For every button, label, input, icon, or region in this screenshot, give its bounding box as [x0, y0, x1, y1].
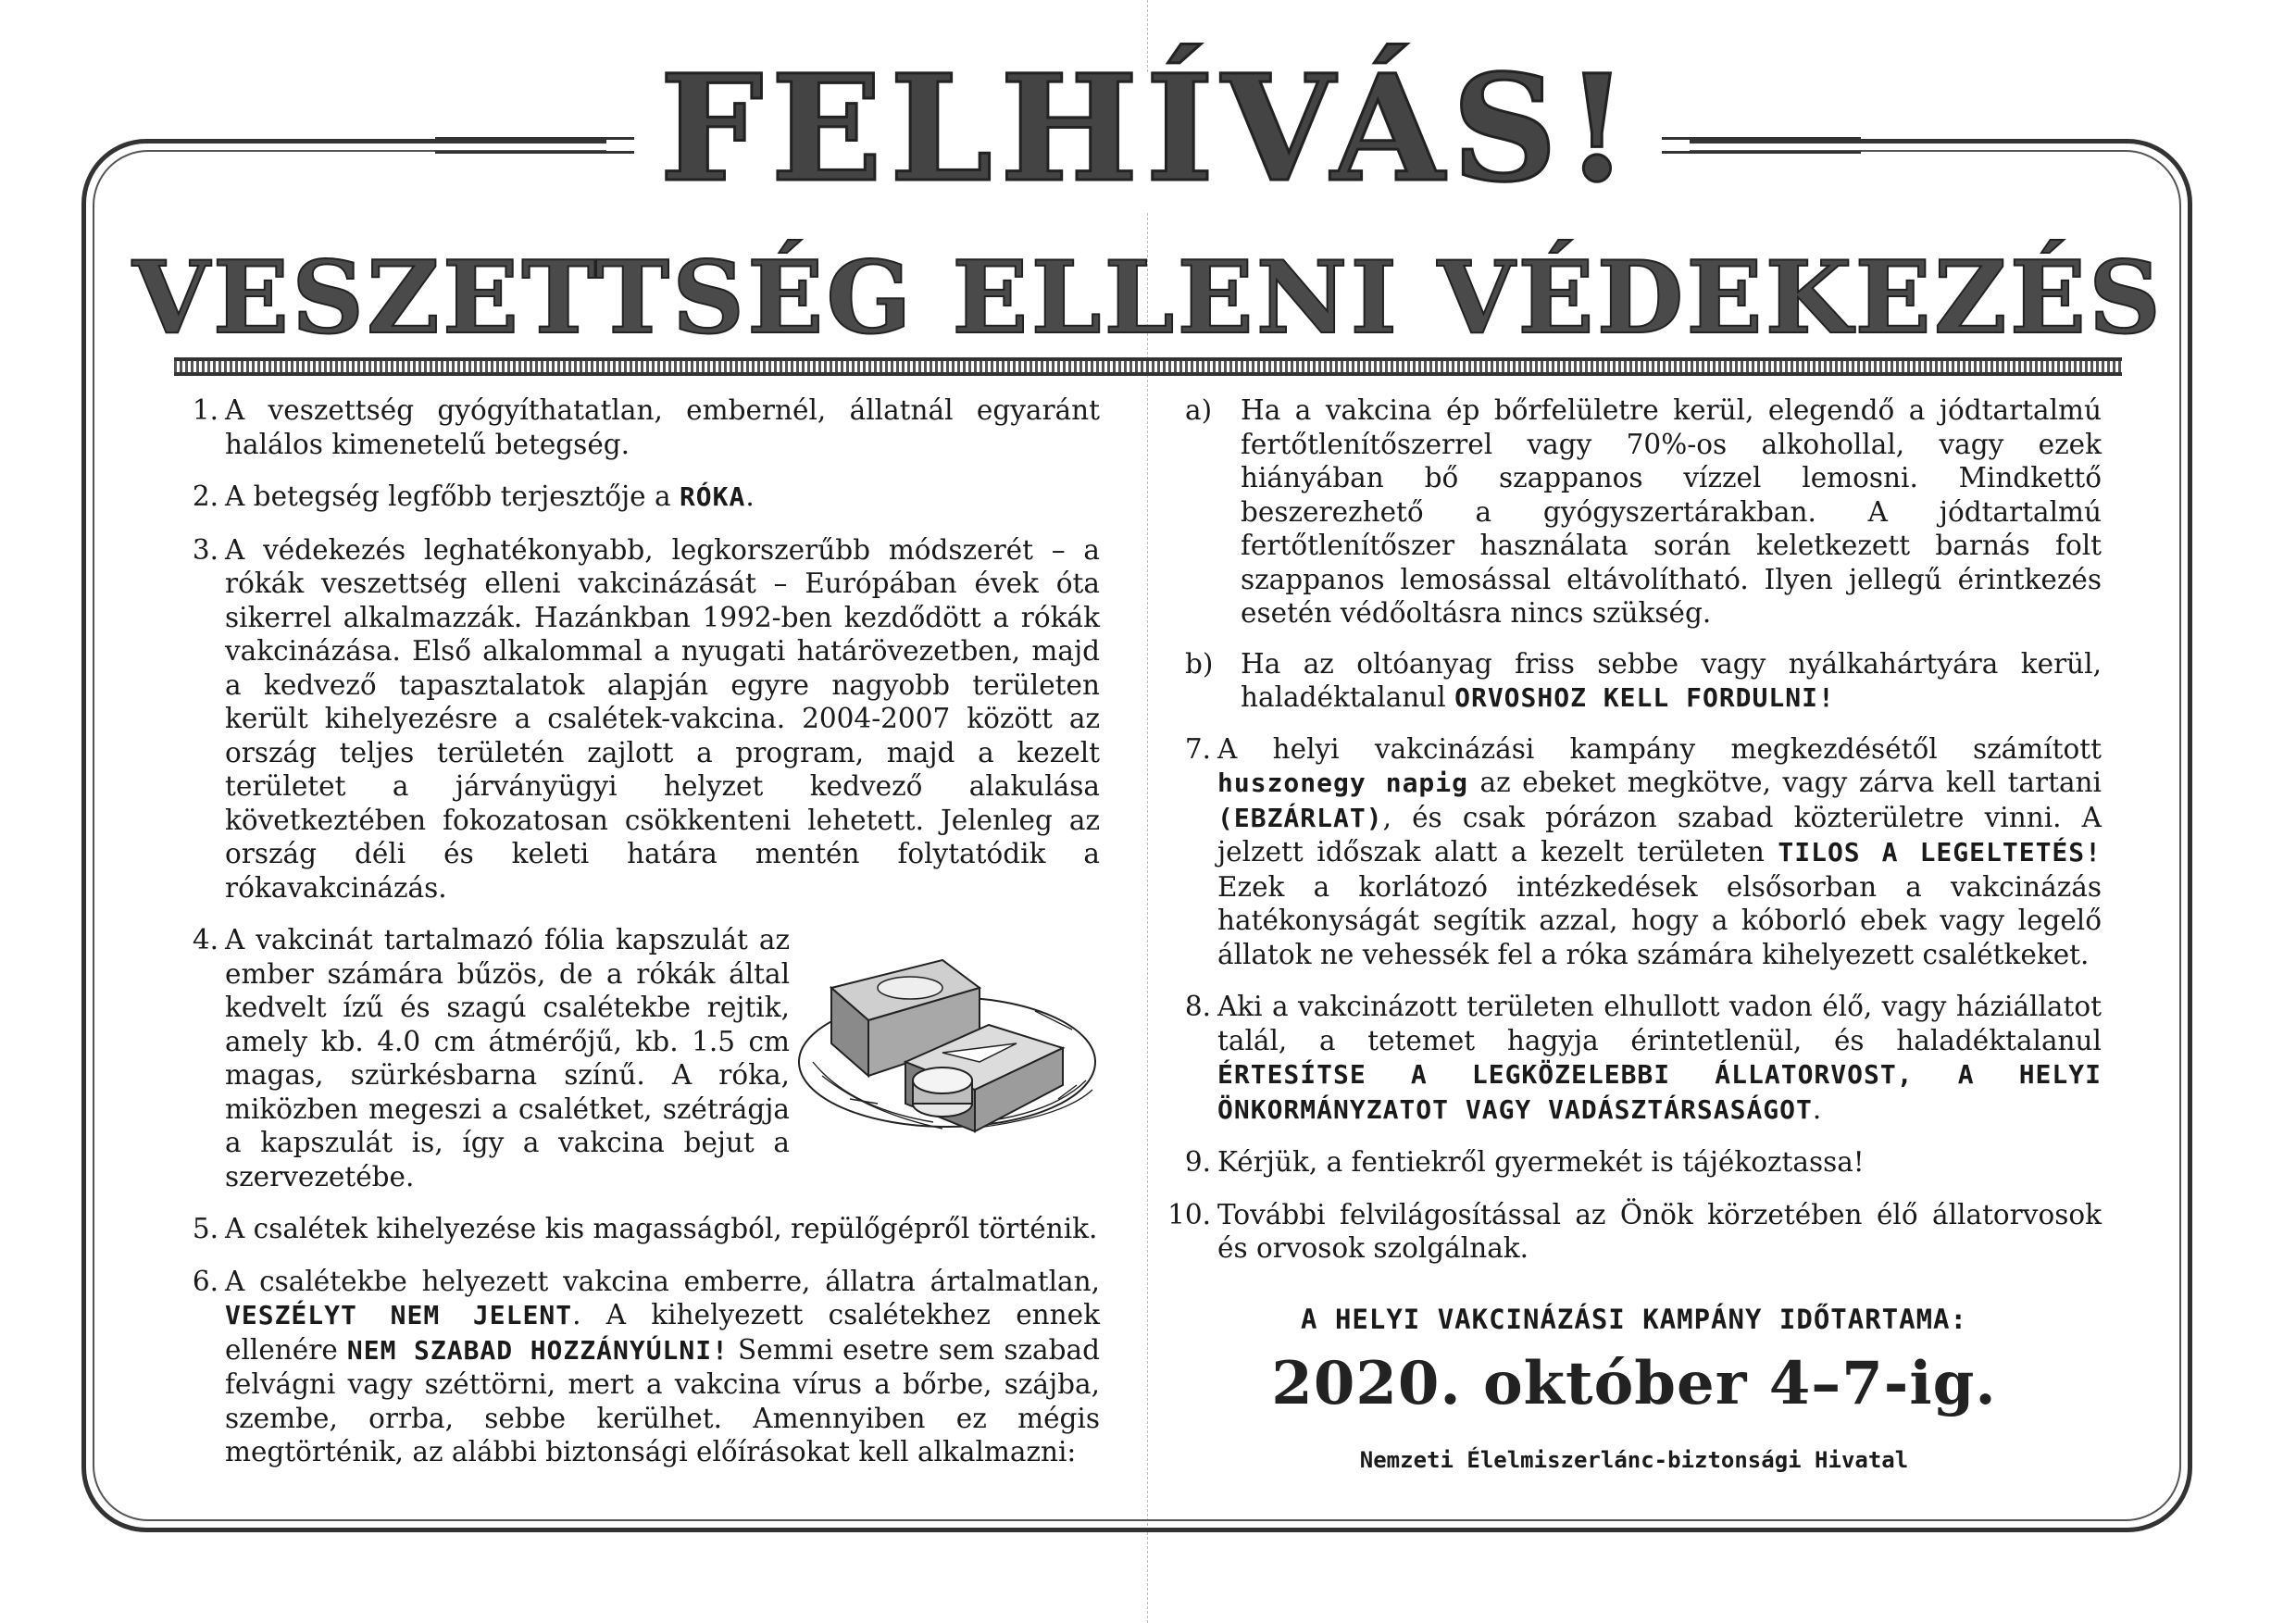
sub-item-text: Ha a vakcina ép bőrfelületre kerül, elegendő a jódtartalmú fertőtlenítőszerrel vagy 70%-os alkohollal, vagy ezek hiányában bő szappanos vízzel lemosni. Mindkettő beszerezhető a gyógyszertárakban. A jódtartalmú fertőtlenítőszer használata során keletkezett barnás folt szappanos lemosással eltávolítható. Ilyen jellegű érintkezés esetén védőoltásra nincs szükség. — [1241, 394, 2102, 629]
item-text: Semmi esetre sem szabad felvágni vagy széttörni, mert a vakcina vírus a bőrbe, szájba, szembe, orrba, sebbe kerülhet. Amennyiben ez mégis megtörténik, az alábbi biztonsági előírásokat kell alkalmazni: — [225, 1333, 1100, 1467]
item-text: A védekezés leghatékonyabb, legkorszerűbb módszerét – a rókák veszettség elleni vakcinázását – Európában évek óta sikerrel alkalmazzák. Hazánkban 1992-ben kezdődött a rókák vakcinázása. Első alkalommal a nyugati határövezetben, majd a kedvező tapasztalatok alapján egyre nagyobb területen került kihelyezésre a csalétek-vakcina. 2004-2007 között az ország teljes területén zajlott a program, majd a kezelt területet a járványügyi helyzet kedvező alakulása következtében fokozatosan csökkenteni lehetett. Jelenleg az ország déli és keleti határa mentén folytatódik a rókavakcinázás. — [225, 533, 1100, 904]
item-number: 5. — [192, 1213, 218, 1244]
sub-item-text: Ha az oltóanyag friss sebbe vagy nyálkahártyára kerül, haladéktalanul — [1241, 647, 2102, 713]
item-text: az ebeket megkötve, vagy zárva kell tartani — [1468, 767, 2102, 798]
item-number: 2. — [192, 481, 218, 512]
sub-item — [1167, 393, 2102, 630]
item-text: . — [1812, 1092, 1822, 1125]
item-emphasis: NEM SZABAD HOZZÁNYÚLNI! — [346, 1334, 729, 1366]
agency-name: Nemzeti Élelmiszerlánc-biztonsági Hivatal — [1359, 1447, 1909, 1473]
item-number: 8. — [1184, 991, 1211, 1022]
campaign-dates: 2020. október 4–7-ig. — [1271, 1349, 1997, 1418]
list-item — [174, 923, 1100, 1193]
list-item — [174, 480, 1100, 515]
list-item — [1167, 990, 2102, 1127]
heading-rule — [174, 357, 2122, 376]
list-item — [1167, 1198, 2102, 1266]
item-number: 9. — [1184, 1146, 1211, 1178]
item-text: A vakcinát tartalmazó fólia kapszulát az ember számára bűzös, de a rókák által kedvelt ízű és szagú csalétekbe rejtik, amely kb. 4.0 cm átmérőjű, kb. 1.5 cm magas, szürkésbarna színű. A róka, miközben megeszi a csalétket, szétrágja a kapszulát is, így a vakcina bejut a szervezetébe. — [225, 924, 790, 1192]
item-number: 7. — [1184, 732, 1211, 765]
item-text: A veszettség gyógyíthatatlan, embernél, állatnál egyaránt halálos kimenetelű betegség. — [225, 394, 1100, 460]
list-item — [1167, 1145, 2102, 1180]
list-item — [174, 1212, 1100, 1246]
item-emphasis: (EBZÁRLAT) — [1217, 802, 1383, 833]
item-number: 3. — [192, 533, 218, 566]
item-number: 4. — [192, 924, 218, 955]
page-subtitle: VESZETTSÉG ELLENI VÉDEKEZÉS — [131, 240, 2165, 356]
list-item — [1167, 732, 2102, 972]
list-item — [174, 533, 1100, 905]
sub-item — [1167, 647, 2102, 716]
item-text: A csalétek kihelyezése kis magasságból, repülőgépről történik. — [225, 1213, 1098, 1244]
item-emphasis: TILOS A LEGELTETÉS! — [1778, 837, 2102, 868]
vaccine-bait-icon — [794, 923, 1100, 1141]
item-emphasis: huszonegy napig — [1217, 768, 1469, 798]
left-column — [174, 393, 1100, 1488]
item-text: A helyi vakcinázási kampány megkezdésétől számított — [1217, 732, 2102, 765]
list-item — [174, 1265, 1100, 1469]
item-text: , és csak pórázon szabad közterületre vinni. A jelzett időszak alatt a kezelt területen — [1217, 801, 2102, 868]
page-title: FELHÍVÁS! — [659, 44, 1637, 215]
list-item — [174, 393, 1100, 461]
item-emphasis: RÓKA — [679, 481, 746, 512]
item-emphasis: ÉRTESÍTSE A LEGKÖZELEBBI ÁLLATORVOST, A HELYI ÖNKORMÁNYZATOT VAGY VADÁSZTÁRSASÁGOT — [1217, 1059, 2102, 1125]
item-text: . — [745, 481, 755, 512]
item-text: . A kihelyezett csalétekhez ennek ellenére — [225, 1299, 1100, 1366]
item-number: 10. — [1167, 1198, 1211, 1230]
item-number: 1. — [192, 394, 218, 426]
item-text: Ezek a korlátozó intézkedések elsősorban a vakcinázás hatékonyságát segítik azzal, hogy a kóborló ebek vagy legelő állatok ne vehessék fel a róka számára kihelyezett csalétkeket. — [1217, 870, 2102, 970]
campaign-label: A HELYI VAKCINÁZÁSI KAMPÁNY IDŐTARTAMA: — [1301, 1304, 1967, 1335]
item-text: A betegség legfőbb terjesztője a — [225, 481, 680, 512]
right-column — [1167, 393, 2102, 1284]
sub-item-letter: a) — [1185, 394, 1213, 426]
item-text: További felvilágosítással az Önök körzetében élő állatorvosok és orvosok szolgálnak. — [1217, 1198, 2102, 1264]
item-text: A csalétekbe helyezett vakcina emberre, állatra ártalmatlan, — [225, 1265, 1100, 1297]
sub-item-letter: b) — [1185, 647, 1214, 680]
item-text: Kérjük, a fentiekről gyermekét is tájékoztassa! — [1217, 1146, 1865, 1178]
item-emphasis: VESZÉLYT NEM JELENT — [225, 1300, 573, 1330]
item-number: 6. — [192, 1265, 218, 1297]
item-emphasis: ORVOSHOZ KELL FORDULNI! — [1454, 682, 1835, 713]
item-text: Aki a vakcinázott területen elhullott vadon élő, vagy háziállatot talál, a tetemet hagyja érintetlenül, és haladéktalanul — [1217, 991, 2102, 1056]
